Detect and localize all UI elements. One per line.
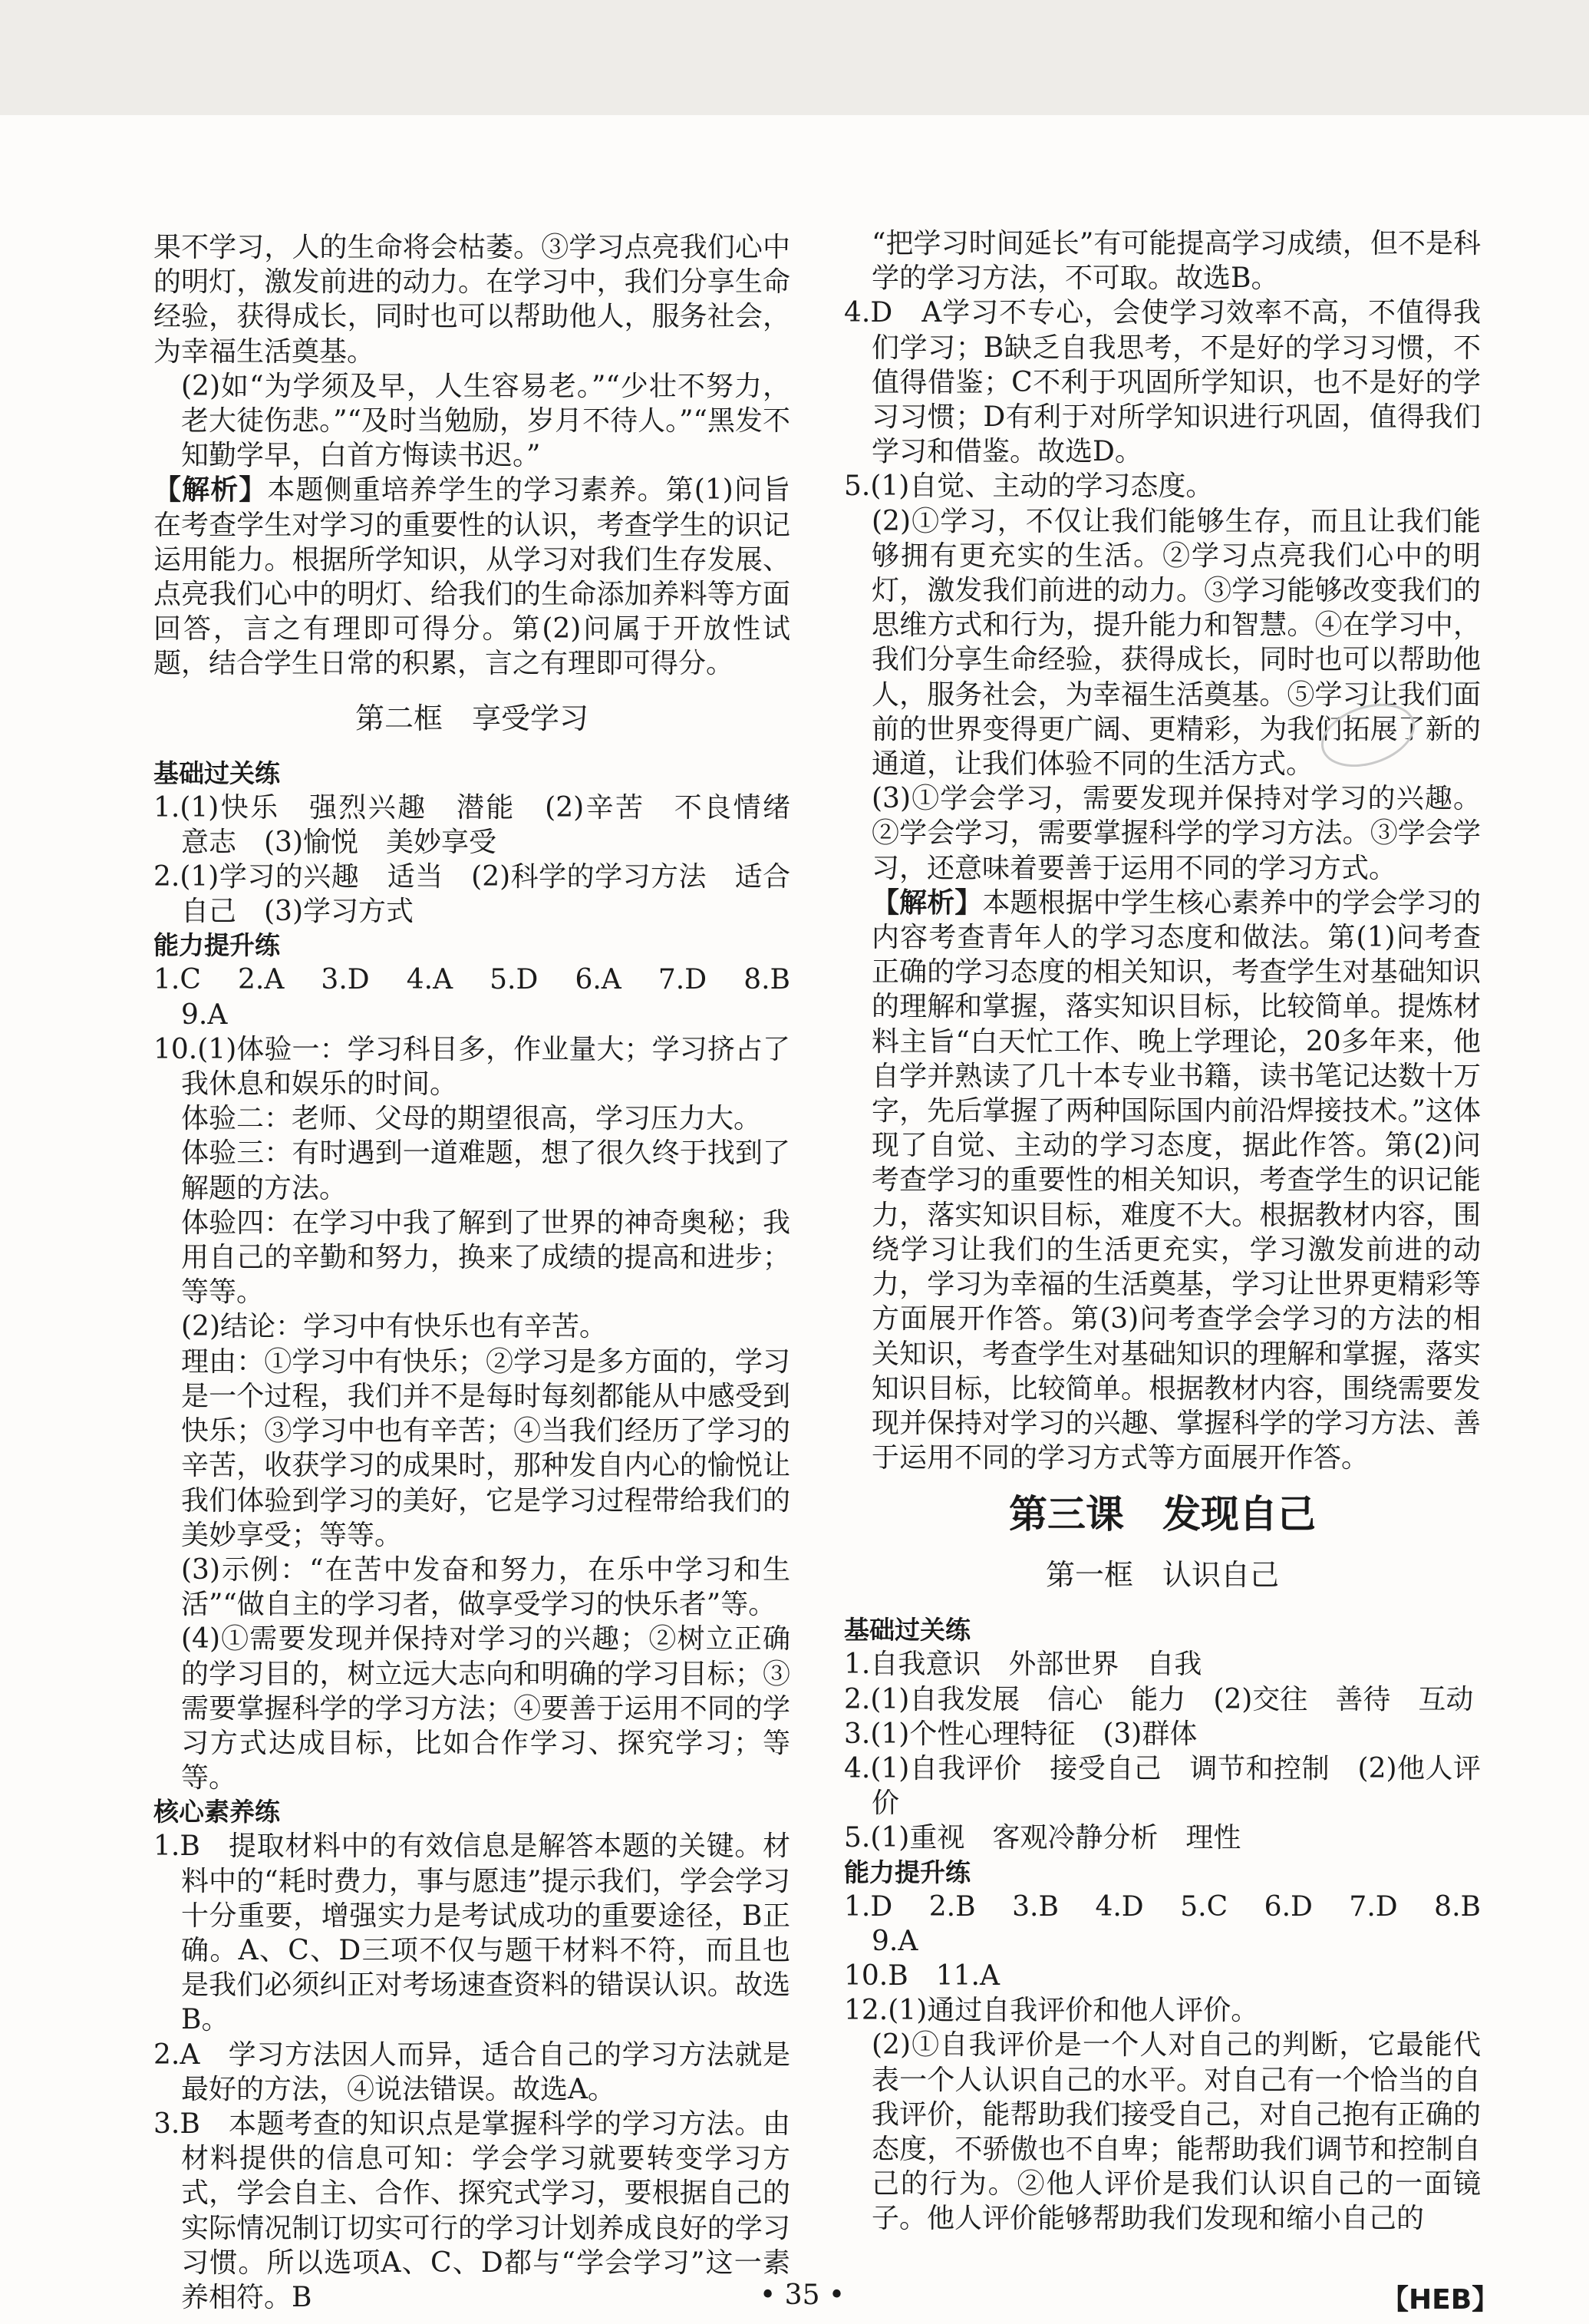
- analysis-text: 本题侧重培养学生的学习素养。第(1)问旨在考查学生对学习的重要性的认识，考查学生的识记运用能力。根据所学知识，从学习对我们生存发展、点亮我们心中的明灯、给我们的生命添加养料等方面回答，言之有理即可得分。第(2)问属于开放性试题，结合学生日常的积累，言之有理即可得分。: [153, 474, 790, 680]
- paragraph: (2)如“为学须及早，人生容易老。”“少壮不努力，老大徒伤悲。”“及时当勉励，岁月不待人。”“黑发不知勤学早，白首方悔读书迟。”: [181, 370, 790, 472]
- answer-item: 体验三：有时遇到一道难题，想了很久终于找到了解题的方法。: [181, 1137, 790, 1204]
- answer-item: (4)①需要发现并保持对学习的兴趣；②树立正确的学习目的，树立远大志向和明确的学习目标；③需要掌握科学的学习方法；④要善于运用不同的学习方式达成目标，比如合作学习、探究学习；等等。: [181, 1623, 790, 1794]
- answer-item: 2.(1)自我发展 信心 能力 (2)交往 善待 互动: [844, 1683, 1474, 1715]
- answer-item: 4.D A学习不专心，会使学习效率不高，不值得我们学习；B缺乏自我思考，不是好的学习习惯，不值得借鉴；C不利于巩固所学知识，也不是好的学习习惯；D有利于对所学知识进行巩固，值得我们学习和借鉴。故选D。: [844, 297, 1481, 468]
- answer-item: (3)①学会学习，需要发现并保持对学习的兴趣。②学会学习，需要掌握科学的学习方法。③学会学习，还意味着要善于运用不同的学习方式。: [872, 783, 1481, 884]
- answer-item: (2)①学习，不仅让我们能够生存，而且让我们能够拥有更充实的生活。②学习点亮我们心中的明灯，激发我们前进的动力。③学习能够改变我们的思维方式和行为，提升能力和智慧。④在学习中，我们分享生命经验，获得成长，同时也可以帮助他人，服务社会，为幸福生活奠基。⑤学习让我们面前的世界变得更广阔、更精彩，为我们拓展了新的通道，让我们体验不同的生活方式。: [872, 505, 1481, 781]
- answer-item: 2.A 学习方法因人而异，适合自己的学习方法就是最好的方法，④说法错误。故选A。: [153, 2038, 790, 2105]
- section-heading: 基础过关练: [844, 1615, 971, 1646]
- analysis-paragraph: [844, 886, 1481, 1475]
- section-heading: 能力提升练: [844, 1857, 971, 1887]
- answer-item: 12.(1)通过自我评价和他人评价。: [844, 1995, 1259, 2027]
- answer-item: 10.(1)体验一：学习科目多，作业量大；学习挤占了我休息和娱乐的时间。: [153, 1033, 790, 1101]
- answer-item: 1.D 2.B 3.B 4.D 5.C 6.D 7.D 8.B 9.A: [844, 1890, 1509, 1957]
- analysis-tag: 【解析】: [872, 886, 983, 919]
- right-column: [844, 226, 1509, 2237]
- page-number: • 35 •: [760, 2279, 846, 2311]
- section-heading: 基础过关练: [153, 758, 280, 788]
- answer-item: 1.自我意识 外部世界 自我: [844, 1649, 1202, 1681]
- answer-item: 1.(1)快乐 强烈兴趣 潜能 (2)辛苦 不良情绪 意志 (3)愉悦 美妙享受: [153, 791, 819, 858]
- top-band: [0, 0, 1589, 115]
- answer-item: 1.B 提取材料中的有效信息是解答本题的关键。材料中的“耗时费力，事与愿违”提示我们，学会学习十分重要，增强实力是考试成功的重要途径，B正确。A、C、D三项不仅与题干材料不符，而且也是我们必须纠正对考场速查资料的错误认识。故选B。: [153, 1830, 790, 2036]
- answer-item: 3.B 本题考查的知识点是掌握科学的学习方法。由材料提供的信息可知：学会学习就要转变学习方式，学会自主、合作、探究式学习，要根据自己的实际情况制订切实可行的学习计划养成良好的学习习惯。所以选项A、C、D都与“学会学习”这一素养相符。B: [153, 2108, 790, 2313]
- section-heading: 能力提升练: [153, 930, 280, 961]
- answer-item: (2)结论：学习中有快乐也有辛苦。: [181, 1311, 607, 1343]
- answer-item: 10.B 11.A: [844, 1959, 1000, 1992]
- paragraph: “把学习时间延长”有可能提高学习成绩，但不是科学的学习方法，不可取。故选B。: [872, 228, 1481, 295]
- frame-title: 第一框 认识自己: [1045, 1558, 1279, 1593]
- analysis-paragraph: [153, 473, 790, 681]
- paragraph: 果不学习，人的生命将会枯萎。③学习点亮我们心中的明灯，激发前进的动力。在学习中，我们分享生命经验，获得成长，同时也可以帮助他人，服务社会，为幸福生活奠基。: [153, 232, 790, 368]
- answer-item: 3.(1)个性心理特征 (3)群体: [844, 1718, 1198, 1750]
- section-heading: 核心素养练: [153, 1797, 280, 1827]
- answer-item: 4.(1)自我评价 接受自己 调节和控制 (2)他人评价: [844, 1752, 1481, 1820]
- answer-item: (2)①自我评价是一个人对自己的判断，它最能代表一个人认识自己的水平。对自己有一个恰当的自我评价，能帮助我们接受自己，对自己抱有正确的态度，不骄傲也不自卑；能帮助我们调节和控制自己的行为。②他人评价是我们认识自己的一面镜子。他人评价能够帮助我们发现和缩小自己的: [872, 2029, 1481, 2235]
- answer-item: 5.(1)自觉、主动的学习态度。: [844, 470, 1214, 503]
- lesson-title: 第三课 发现自己: [1009, 1492, 1316, 1537]
- answer-item: 体验四：在学习中我了解到了世界的神奇奥秘；我用自己的辛勤和努力，换来了成绩的提高和进步；等等。: [181, 1207, 790, 1309]
- analysis-text: 本题根据中学生核心素养中的学会学习的内容考查青年人的学习态度和做法。第(1)问考查正确的学习态度的相关知识，考查学生对基础知识的理解和掌握，落实知识目标，比较简单。提炼材料主旨“白天忙工作、晚上学理论，20多年来，他自学并熟读了几十本专业书籍，读书笔记达数十万字，先后掌握了两种国际国内前沿焊接技术。”这体现了自觉、主动的学习态度，据此作答。第(2)问考查学习的重要性的相关知识，考查学生的识记能力，落实知识目标，难度不大。根据教材内容，围绕学习让我们的生活更充实，学习激发前进的动力，学习为幸福的生活奠基，学习让世界更精彩等方面展开作答。第(3)问考查学会学习的方法的相关知识，考查学生对基础知识的理解和掌握，落实知识目标，比较简单。根据教材内容，围绕需要发现并保持对学习的兴趣、掌握科学的学习方法、善于运用不同的学习方式等方面展开作答。: [872, 886, 1481, 1474]
- answer-item: (3)示例：“在苦中发奋和努力，在乐中学习和生活”“做自主的学习者，做享受学习的快乐者”等。: [181, 1553, 790, 1621]
- analysis-tag: 【解析】: [153, 474, 268, 507]
- answer-item: 5.(1)重视 客观冷静分析 理性: [844, 1822, 1241, 1854]
- answer-item: 2.(1)学习的兴趣 适当 (2)科学的学习方法 适合自己 (3)学习方式: [153, 861, 790, 928]
- edition-code: 【HEB】: [1381, 2284, 1500, 2316]
- answer-item: 理由：①学习中有快乐；②学习是多方面的，学习是一个过程，我们并不是每时每刻都能从中感受到快乐；③学习中也有辛苦；④当我们经历了学习的辛苦，收获学习的成果时，那种发自内心的愉悦让我们体验到学习的美好，它是学习过程带给我们的美妙享受；等等。: [181, 1345, 790, 1551]
- frame-title: 第二框 享受学习: [354, 701, 588, 735]
- answer-item: 体验二：老师、父母的期望很高，学习压力大。: [181, 1103, 762, 1135]
- answer-item: 1.C 2.A 3.D 4.A 5.D 6.A 7.D 8.B 9.A: [153, 964, 819, 1031]
